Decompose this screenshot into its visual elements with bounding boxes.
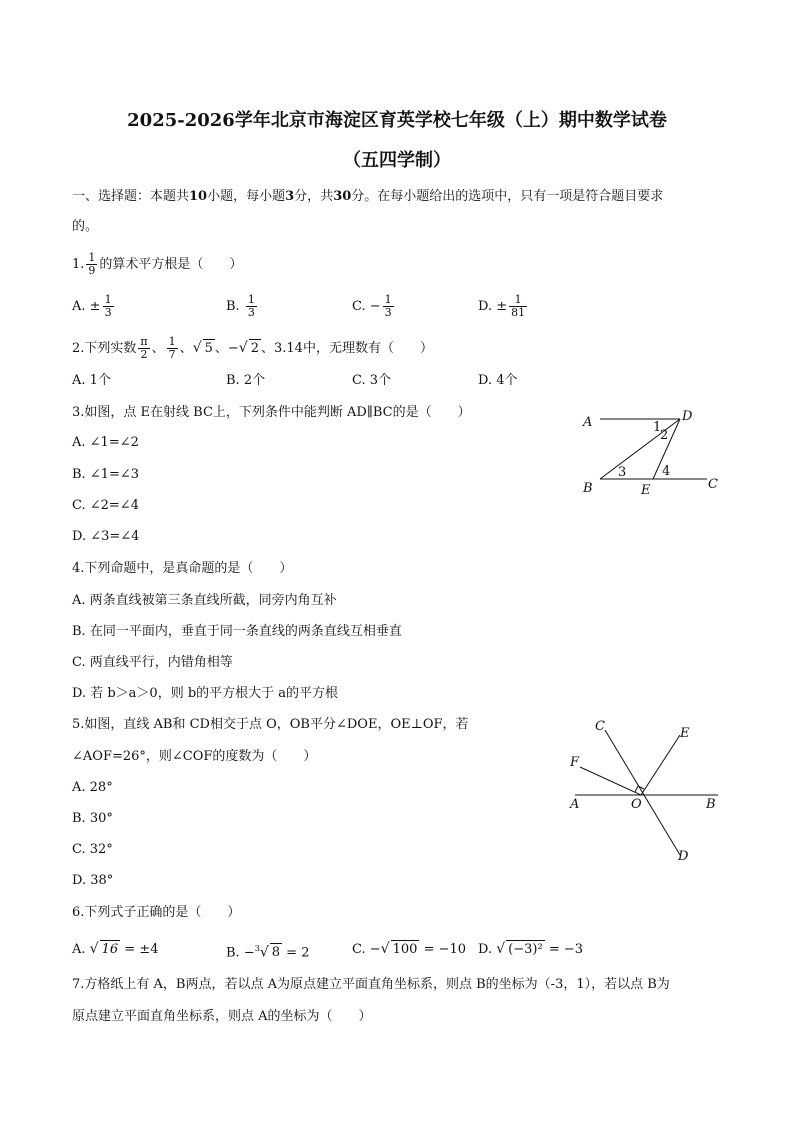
fig3-angle-2: 2 [660,428,669,443]
q3-figure [575,400,735,500]
q1-option-c[interactable]: C. − $\frac{1}{3}$ [352,293,392,319]
q4-option-c[interactable]: C. 两直线平行，内错角相等 [72,655,233,670]
question-3: 3.如图，点 E在射线 BC上，下列条件中能判断 AD∥BC的是（ ） [72,405,471,420]
fig5-label-c: C [595,719,605,734]
q3-option-b[interactable]: B. ∠1=∠3 [72,467,140,482]
q1-option-b[interactable]: B. $\frac{1}{3}$ [226,293,255,319]
q2-option-d[interactable]: D. 4个 [478,373,518,388]
fig5-label-e: E [680,726,690,741]
q5-option-b[interactable]: B. 30° [72,811,113,826]
fig3-label-e: E [641,483,651,498]
q6-option-b[interactable]: B. −$^3$√ 8 = 2 [226,944,310,961]
question-1: 1. $\frac{1}{9}$ 的算术平方根是（ ） [72,251,243,277]
fig3-label-c: C [708,477,718,492]
question-7-line1: 7.方格纸上有 A，B两点，若以点 A为原点建立平面直角坐标系，则点 B的坐标为（-3，1），若以点 B为 [72,977,670,992]
section-instructions: 一、选择题：本题共10小题，每小题3分，共30分。在每小题给出的选项中，只有一项是符合题目要求 [72,189,664,204]
q1-option-a[interactable]: A. ± $\frac{1}{3}$ [72,293,112,319]
question-4: 4.下列命题中，是真命题的是（ ） [72,561,293,576]
question-5-line1: 5.如图，直线 AB和 CD相交于点 O，OB平分∠DOE，OE⊥OF，若 [72,717,469,732]
fig3-label-a: A [583,415,593,430]
page-title: 2025-2026学年北京市海淀区育英学校七年级（上）期中数学试卷 [127,110,667,131]
section-instructions-cont: 的。 [72,219,99,234]
q4-option-d[interactable]: D. 若 b＞a＞0，则 b的平方根大于 a的平方根 [72,686,339,701]
fig5-label-b: B [706,797,716,812]
page-subtitle: （五四学制） [343,150,451,171]
q5-figure [560,710,730,870]
fig3-angle-4: 4 [662,464,671,479]
question-5-line2: ∠AOF=26°，则∠COF的度数为（ ） [72,749,317,764]
q1-option-d[interactable]: D. ± $\frac{1}{81}$ [478,293,526,319]
fig3-angle-3: 3 [618,465,627,480]
q4-option-b[interactable]: B. 在同一平面内，垂直于同一条直线的两条直线互相垂直 [72,624,402,639]
fig5-label-a: A [570,797,580,812]
question-7-line2: 原点建立平面直角坐标系，则点 A的坐标为（ ） [72,1009,372,1024]
question-2: 2.下列实数 $\frac{\pi}{2}$ 、 $\frac{1}{7}$ 、√ 5 、−√ 2 、3.14中，无理数有（ ） [72,335,433,361]
q5-option-c[interactable]: C. 32° [72,842,113,857]
fig3-label-b: B [583,481,593,496]
q5-option-d[interactable]: D. 38° [72,873,114,888]
fig3-label-d: D [682,409,693,424]
q5-option-a[interactable]: A. 28° [72,780,113,795]
q6-option-a[interactable]: A. √ 16 = ±4 [72,941,159,957]
fig5-label-d: D [678,849,689,864]
q4-option-a[interactable]: A. 两条直线被第三条直线所截，同旁内角互补 [72,593,337,608]
fig5-label-o: O [631,797,642,812]
question-6: 6.下列式子正确的是（ ） [72,905,241,920]
fig5-label-f: F [570,755,580,770]
q3-option-d[interactable]: D. ∠3=∠4 [72,529,140,544]
q3-option-c[interactable]: C. ∠2=∠4 [72,498,139,513]
q6-option-c[interactable]: C. −√ 100 = −10 [352,941,467,957]
q6-option-d[interactable]: D. √ (−3)² = −3 [478,941,584,957]
q2-option-c[interactable]: C. 3个 [352,373,392,388]
q2-option-a[interactable]: A. 1个 [72,373,111,388]
q2-option-b[interactable]: B. 2个 [226,373,266,388]
q3-option-a[interactable]: A. ∠1=∠2 [72,435,139,450]
fig3-angle-1: 1 [653,420,662,435]
